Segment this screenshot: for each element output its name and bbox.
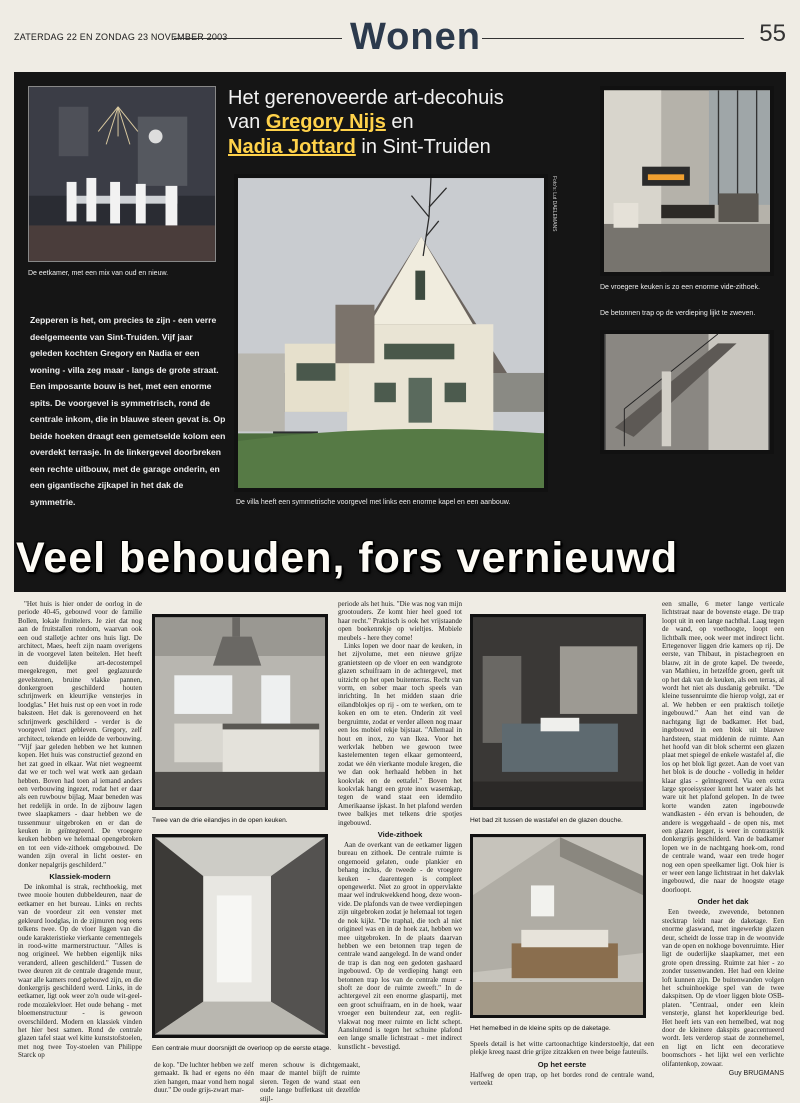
header-rule [174,38,342,39]
article-paragraph: de kop. "De luchter hebben we zelf gemaakt. Ik had er egens no één zien hangen, maar vond hem nogal duur." De oude grijs-zwart mar- [154,1061,254,1095]
article-paragraph: Links lopen we door naar de keuken, in het zijvolume, met een nieuwe grijze granietsteen op de vloer en een wandgrote glazen schuifraam in de achtergevel, met uitzicht op het open buitenterras. Recht van vorm, en sober maar toch speels van inrichting. In het midden staan drie eilandblokjes op rij - om te werken, om te koken en om te eten. Onderin zit veel bergruimte, zodat er verder alleen nog maar een los mobiel rekje bijstaat. "Allemaal in hout en inox, zo van Ikea. Voor het werkvlak hebben we gewoon twee kastelementen tegen elkaar gemonteerd, zodat we één vierkante module kregen, die we dan ook herhaald hebben in het kookvlak en de eettafel." Boven het kookvlak hangt een grote inox wasemkap, tegen de wand staat een idemdito Amerikaanse ijskast. In het plafond werden twee balkjes met telkens drie spotjes ingebouwd. [338,642,462,827]
caption-old-kitchen: De vroegere keuken is zo een enorme vide-zithoek. [600,284,760,291]
title-line-3 [228,135,618,159]
article-column-3 [260,1061,360,1103]
photo-dining-room [28,86,216,262]
subheading-onder-het-dak: Onder het dak [697,897,749,907]
article-paragraph: periode als het huis. "Die was nog van mijn grootouders. Ze komt hier heel goed tot haar recht." Praktisch is ook het vrijstaande open boekenrekje op wieltjes. Mobiele meubels - here they come! [338,600,462,642]
header-rule [482,38,744,39]
article-column-5 [470,1040,654,1096]
title-text: van [228,111,266,134]
photo-villa [234,174,548,492]
subheading-vide-zithoek: Vide-zithoek [377,829,423,839]
photo-kitchen [152,614,328,810]
intro-text: Zepperen is het, om precies te zijn - een verre deelgemeente van Sint-Truiden. Vijf jaar geleden kochten Gregory en Nadia er een woning - villa zeg maar - langs de grote straat. Een imposante bouw is het, met een enorme spits. De voorgevel is symmetrisch, rond de centrale inkom, die in blauwe steen gevat is. Op beide hoeken draagt een gemetselde kolom een overdekt terrasje. In de linkergevel doorbreken een rechte uitbouw, met de garage onderin, en een gigantische zijkapel in het dak de symmetrie. [30,315,226,507]
section-title: Wonen [350,16,481,58]
caption-stairs: De betonnen trap op de verdieping lijkt te zweven. [600,310,756,317]
title-line-1: Het gerenoveerde art-decohuis [228,87,504,109]
issue-date: ZATERDAG 22 EN ZONDAG 23 NOVEMBER 2003 [14,32,228,42]
photo-stairs-image [604,334,770,450]
photo-credit: Foto's: Lut DAELEMANS [551,176,557,232]
photo-living-vide-image [604,90,770,272]
article-paragraph: meren schouw is dichtgemaakt, maar de mantel biijft de ruimte sieren. Tegen de wand staat een oude lange buffetkast uit dezelfde stijl- [260,1061,360,1103]
article-paragraph: Speels detail is het witte cartoonachtige kinderstoeltje, dat een plekje kreeg naast drie grijze zitzakken en twee beige fauteuils. [470,1040,654,1057]
article-column-4 [338,600,462,1058]
name-nadia: Nadia Jottard [228,135,356,158]
caption-hallway: Een centrale muur doorsnijdt de overloop op de eerste etage. [152,1045,332,1052]
subheading-op-het-eerste: Op het eerste [537,1059,587,1069]
caption-dining-room: De eetkamer, met een mix van oud en nieuw. [28,270,169,277]
page-number: 55 [759,20,786,47]
title-text: in Sint-Truiden [355,135,491,158]
subheading-klassiek-modern: Klassiek-modern [49,872,111,881]
article-paragraph: Een tweede, zwevende, betonnen stecktrap leidt naar de daketage. Een enorme glaswand, met ingewerkte glazen deur, scheidt de losse trap in de woonvide van de open en nokhoge bovenruimte. Hier ligt de ouderlijke slaapkamer, met een grote open dressing. Ruimte zat hier - zo zonder tussenwanden. Het had een kleine loft kunnen zijn. De buitenwanden volgen het schuinhoekige spel van de twee dakspitsen. Op de vloer liggen blote OSB-platen. "Centraal, onder een klein vensterje, glanst het koperkleurige bed. Het heeft iets van een hemelbed, wat nog door de kleinere dakspits geaccentueerd wordt. Iets verderop staat de zonnehemel, en ligt en licht een decoratieve boomschors - het lijkt wel een verlichte olifantenkop, zowaar. [662,908,784,1068]
article-paragraph: Aan de overkant van de eetkamer liggen bureau en zithoek. De centrale ruimte is ongemoeid gelaten, oude plankier en behang inclus, de tweede - de vroegere keuken - daarentegen is compleet opengewerkt. Niet zo groot in oppervlakte maar wel indrukwekkend hoog, deze woon-vide. De plafonds van de twee verdiepingen zijn uitgebroken zodat je helemaal tot tegen de nok kijkt. "De traphal, die toch al niet origineel was en in de hoek zat, hebben we mee uitgebroken. In de plaats daarvan hebben we een betonnen trap tegen de centrale wand aangelegd. In de wand onder de trap is dan nog een gedoten gashaard ingebouwd. Op de verdieping hangt een betonnen trap los van de centrale muur - shoft ze door de ruimte zweeft." In de achtergevel zit een enorme glaspartij, met een groot schuifraam, en in de hoek, waar vroeger een buitendeur zat, een reglit-vlakwat nog meer ruimte en licht schept. Aansluitend is tegen het schuine plafond een lange smalle lichtstraat - met indirect kunstlicht - bevestigd. [338,841,462,1051]
title-text: en [385,111,414,134]
photo-villa-image [238,178,544,488]
article-paragraph: Halfweg de open trap, op het bordes rond de centrale wand, verteekt [470,1070,654,1088]
photo-bedroom-image [473,837,643,1015]
article-column-6 [662,600,784,1096]
caption-bedroom: Het hemelbed in de kleine spits op de daketage. [470,1025,611,1032]
author-byline: Guy BRUGMANS [728,1070,784,1077]
photo-bathroom [470,614,646,810]
caption-villa: De villa heeft een symmetrische voorgevel met links een enorme kapel en een aanbouw. [236,499,511,506]
article-column-2 [154,1061,254,1097]
article-paragraph: "Het huis is hier onder de oorlog in de periode 40-45, gebouwd voor de familie Bollen, lokale fruittelers. Je ziet dat nog aan de fruitstallen rondom, waarvan ook een oud stalletje achter ons huis ligt. De architect, Maes, heeft zijn naam overigens in de voorgevel laten beitelen. Het heeft een duidelijke art-decostempel meegekregen, met geel geglazuurde gevelstenen, bruine vlakke pannen, donkergroen geschilderd houten schrijnwerk en kleurrijke vensterjes in loodglas." Het huis rust op een voet in rode baksteen. Het dak is gerenoveerd en het schrijnwerk geschilderd - verder is de voorgevel intact gebleven. Gregory, zelf architect, tekende en leidde de verbouwing. "Vijf jaar geleden hebben we het kunnen kopen. Het huis was constructief gezond en het zat goed in elkaar. Wat niet wegneemt dat we er toch wel wat werk aan gedaan hebben. Boven had toen al iemand anders een verbouwing ingezet, rodat het er daar als een ruwbouw bijlag. Maar beneden was het redelijk in orde. In de zijbouw lagen twee slaapkamers - daar hebben we de tussenmuur uitgebroken en er dan de keuken in geïntegreerd. De vroegere keuken hebben we helemaal opengebroken en tot een vide-zithoek omgebouwd. De wanden zijn overal in licht oester- en donker nepalgrijs geschilderd." [18,600,142,869]
photo-bedroom [470,834,646,1018]
page-header [14,14,786,68]
article-body [14,596,786,1103]
photo-bathroom-image [473,617,643,807]
photo-dining-room-image [29,87,215,261]
caption-bathroom: Het bad zit tussen de wastafel en de glazen douche. [470,817,623,824]
headline: Veel behouden, fors vernieuwd [16,534,679,582]
feature-title [228,86,618,159]
article-paragraph: De inkomhal is strak, rechthoekig, met twee mooie houten dubbeldeuren, naar de eetkamer en het bureau. Links en rechts van de voordeur zit een venster met gekleurd loodglas, in de zijmuren nog eens telkens twee. Op de vloer liggen van die oude karakteristieke vierkante cementtegels in rood-witte marmerstructuur. "Alles is nog origineel. We hebben eigenlijk niks veranderd, alleen geschilderd." Tussen de twee deuren zit de centrale dragende muur, waar alle kamers rond gebouwd zijn, en die donkergrijs geschilderd werd. Links, in de eetkamer, ligt ook weer zo'n oude wit-geel-rode mozaïekvloer. Het oude behang - met bloemenstructuur - is gewoon overschilderd. Modern en klassiek vinden het hier best samen. Rond de centrale glazen tafel staat wel kitte kunststofstoelen, met nog twee Toy-stoelen van Philippe Starck op [18,883,142,1060]
photo-living-vide [600,86,774,276]
feature-block [14,72,786,592]
name-gregory: Gregory Nijs [265,111,386,134]
photo-kitchen-image [155,617,325,807]
title-line-2 [228,110,618,134]
photo-hallway [152,834,328,1038]
article-column-1 [18,600,142,1098]
article-paragraph: een smalle, 6 meter lange verticale lichtstraat naar de bovenste etage. De trap loopt uit in een lange nachthal. Laag tegen de wand, op voethoogte, loopt een lichtbalk mee, ook weer met indirect licht. Ertegenover liggen drie kamers op rij. De eerste, van Thibaut, in pistachegroen en blauw, zit in de grote kapel. De tweede, van Mathieu, in hetzelfde groen, geeft uit op het dak van de keuken, als een terras, al wordt het niet als dusdanig gebruikt. "De kleine tussenruimte die hierop volgt, zat er al. We hebben er een praktisch toiletje ingebouwd." Aan het eind van de nachtgang ligt de badkamer. Het bad, ingebouwd in een blok uit blauwe hardsteen, staat middenin de ruimte. Aan het hoofd van dit blok schermt een glazen plaat met spiegel de enkele wastafel af, die los op het blok ligt gezet. Aan de voet van het blok is de douche - volledig in helder klaar glas - geïntegreerd. Via een extra large sproeisysteer komt het water als het ware uit het plafond gelopen. In de twee korte wanden zaten ingebouwde wandkasten - één ervan is behouden, de andere is weggehaald - de open nis, met een glazen legger, is weer in contrastrijk donkergrijs geschilderd. Van de badkamer lopen we in de nachtgang hoek-om, rond de centrale wand, waar een trede hoger nog een open speelkamer ligt. Ook hier is er weer een lange lichtstraat in het dakvlak ingebouwd, die naar de hoogste etage doorloopt. [662,600,784,894]
caption-kitchen: Twee van de drie eilandjes in de open keuken. [152,817,288,824]
photo-hallway-image [155,837,325,1035]
photo-stairs [600,330,774,454]
